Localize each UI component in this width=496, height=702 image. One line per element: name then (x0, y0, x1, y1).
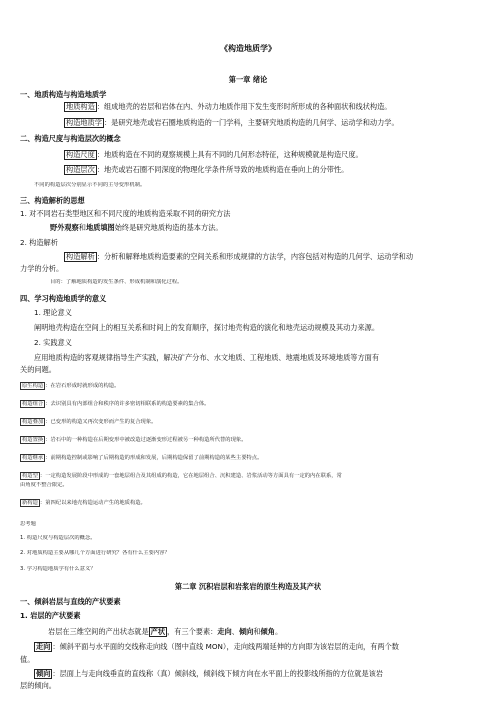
glossary-text: ：在岩石形成时就形成的构造。 (45, 383, 120, 389)
definition-term: 走向 (36, 642, 51, 651)
glossary-text: ：前期构造控制或影响了后期构造的形成和发展，后期构造保留了前期构造的某些主要特点。 (45, 455, 263, 461)
definition-term: 产状 (150, 627, 166, 636)
chapter-1-title: 第一章 绪论 (228, 75, 268, 84)
definition-continuation: 力学的分析。 (20, 264, 64, 273)
plain-text: ，有三个要素： (167, 627, 218, 636)
definition-term: 构造尺度 (66, 150, 95, 159)
definition-term: 构造层次 (66, 165, 95, 174)
glossary-continuation: 由角度不整合限定。 (20, 482, 68, 488)
emphasis-text: 倾向 (238, 627, 254, 636)
definition-term: 地质构造 (66, 102, 95, 111)
definition-line (64, 102, 476, 112)
definition-continuation: 层的倾向。 (20, 681, 56, 690)
question-item: 3. 学习构造地质学有什么意义？ (20, 566, 96, 572)
definition-line (64, 118, 476, 128)
section-heading: 二、构造尺度与构造层次的概念 (20, 134, 121, 143)
definition-text: ：地壳或岩石圈不同深度的物理化学条件所导致的地质构造在垂向上的分带性。 (96, 165, 349, 174)
document-title: 《构造地质学》 (220, 44, 276, 53)
numbered-item: 2. 实践意义 (34, 338, 72, 347)
glossary-text: ：去识别具有内部组合和秩序的许多密切相联系的构造要素的集合体。 (45, 401, 210, 407)
numbered-item: 1. 理论意义 (34, 308, 72, 317)
question-item: 2. 对地质构造主要从哪几个方面进行研究？各有什么主要内容？ (20, 550, 170, 556)
definition-line (64, 150, 476, 160)
plain-text: 。 (274, 627, 283, 636)
glossary-text: ：已变形的构造又再次变形而产生的复合现象。 (45, 419, 157, 425)
glossary-text: ：岩石中的一种构造在后期变形中被改造过逐渐变形过程被另一种构造所代替的现象。 (45, 437, 247, 443)
plain-text: 岩层在三维空间的产出状态就是 (48, 627, 149, 636)
paragraph-continuation: 关的问题。 (20, 365, 56, 374)
section-heading: 四、学习构造地质学的意义 (20, 294, 107, 303)
paragraph (50, 223, 476, 232)
definition-text: ：组成地壳的岩层和岩体在内、外动力地质作用下发生变形时所形成的各种面状和线状构造。 (96, 102, 392, 111)
section-heading: 一、倾斜岩层与直线的产状要素 (20, 597, 121, 606)
glossary-term: 构造组合 (22, 401, 44, 407)
plain-text: 始终是研究地质构造的基本方法。 (114, 223, 223, 232)
definition-text: ：是研究地壳或岩石圈地质构造的一门学科，主要研究地质构造的几何学、运动学和动力学。 (103, 118, 399, 127)
emphasis-text: 野外观察 (50, 223, 79, 232)
definition-continuation: 值。 (20, 655, 35, 664)
numbered-item: 1. 对不同岩石类型地区和不同尺度的地质构造采取不同的研究方法 (20, 209, 231, 218)
section-heading: 一、地质构造与构造地质学 (20, 90, 107, 99)
glossary-text: ：一定构造发展阶段中形成的一套地层组合及其组成的构造，它在地层组合、沉积建造、岩浆活动等方面具有一定的内在联系，常 (39, 473, 342, 479)
numbered-item: 2. 构造解析 (20, 238, 58, 247)
glossary-term: 新构造 (22, 500, 38, 506)
section-heading: 三、构造解析的思想 (20, 196, 85, 205)
glossary-term: 构造继承 (22, 455, 44, 461)
definition-text: ：倾斜平面与水平面的交线称走向线（图中直线 MON），走向线两端延伸的方向即为该岩层的走向，有两个数 (52, 642, 399, 651)
glossary-term: 构造置换 (22, 437, 44, 443)
subsection-heading: 1. 岩层的产状要素 (20, 611, 81, 620)
definition-line (64, 252, 476, 262)
definition-text: ：层面上与走向线垂直的直线称（真）倾斜线，倾斜线下倾方向在水平面上的投影线所指的方位就是该岩 (52, 669, 384, 678)
definition-line (64, 165, 476, 175)
glossary-text: ：第四纪以来地壳构造运动产生的地质构造。 (39, 500, 146, 506)
definition-text: ：地质构造在不同的观察规模上具有不同的几何形态特征，这种规模就是构造尺度。 (96, 150, 363, 159)
paragraph: 阐明地壳构造在空间上的相互关系和时间上的发育顺序，探讨地壳构造的演化和地壳运动规模及其动力来源。 (34, 323, 380, 332)
paragraph (48, 627, 476, 637)
definition-term: 倾向 (36, 669, 51, 678)
emphasis-text: 走向 (217, 627, 232, 636)
glossary-term: 原生构造 (22, 383, 44, 389)
chapter-2-title: 第二章 沉积岩层和岩浆岩的原生构造及其产状 (174, 582, 322, 591)
plain-text: 、 (231, 627, 239, 636)
plain-text: 和 (253, 627, 261, 636)
glossary-line (20, 499, 476, 507)
definition-line (34, 642, 476, 652)
note-text: 目的：了解地质构造的发生条件、形成机制和演化过程。 (50, 279, 183, 285)
questions-heading: 思考题 (20, 521, 36, 527)
glossary-line (20, 472, 476, 480)
glossary-line (20, 418, 476, 426)
glossary-line (20, 382, 476, 390)
glossary-term: 构造叠加 (22, 419, 44, 425)
emphasis-text: 地质填图 (85, 223, 115, 232)
note-text: 不同的构造层次分别显示不同的主导变形机制。 (34, 182, 146, 188)
glossary-line (20, 454, 476, 462)
definition-line (34, 669, 476, 679)
definition-term: 构造解析 (66, 252, 95, 261)
definition-term: 构造地质学 (66, 118, 102, 127)
question-item: 1. 构造尺度与构造层次的概念。 (20, 535, 96, 541)
plain-text: 和 (78, 223, 86, 232)
paragraph: 应用地质构造的客观规律指导生产实践，解决矿产分布、水文地质、工程地质、地震地质及环境地质等方面有 (34, 353, 380, 362)
glossary-line (20, 400, 476, 408)
emphasis-text: 倾角 (260, 627, 275, 636)
glossary-term: 构造型 (22, 473, 38, 479)
definition-text: ：分析和解释地质构造要素的空间关系和形成规律的方法学，内容包括对构造的几何学、运动学和动 (96, 252, 414, 261)
glossary-line (20, 436, 476, 444)
